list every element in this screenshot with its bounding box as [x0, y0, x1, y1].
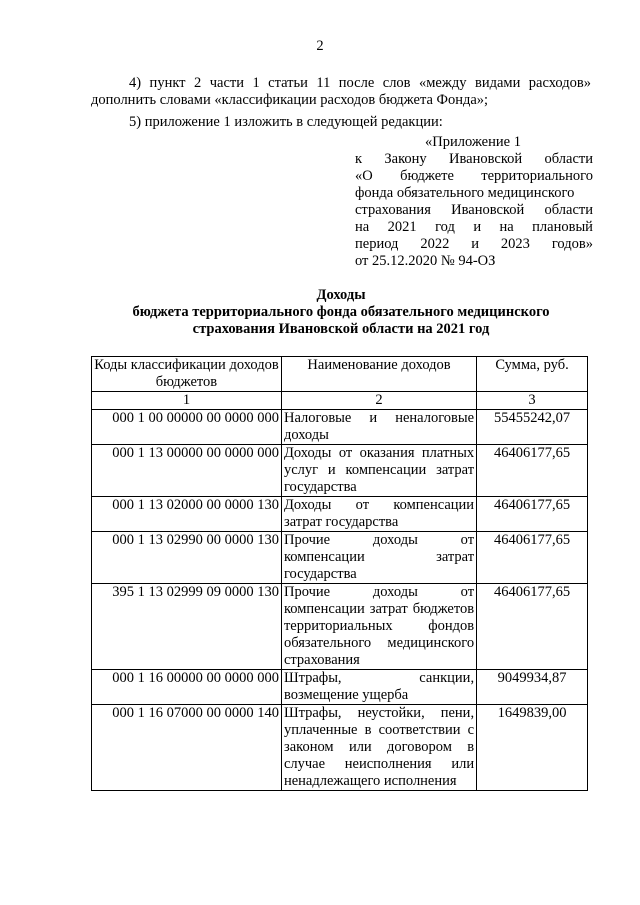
- appendix-word: бюджете: [400, 168, 454, 184]
- table-row: [92, 705, 588, 791]
- column-number-1: 1: [92, 392, 282, 410]
- income-code: 395 1 13 02999 09 0000 130: [92, 584, 282, 670]
- appendix-line: [355, 168, 593, 185]
- paragraph-item-4: 4) пункт 2 части 1 статьи 11 после слов «между видами расходов» дополнить словами «классификации расходов бюджета Фонда»;: [91, 75, 591, 108]
- appendix-word: и: [473, 219, 482, 235]
- income-sum: 1649839,00: [477, 705, 588, 791]
- income-code: 000 1 13 02990 00 0000 130: [92, 532, 282, 584]
- income-name: Налоговые и неналоговые доходы: [281, 410, 476, 445]
- income-sum: 46406177,65: [477, 497, 588, 532]
- income-sum: 46406177,65: [477, 584, 588, 670]
- appendix-line: [355, 185, 593, 202]
- appendix-reference: [355, 134, 593, 270]
- page-number: 2: [316, 38, 324, 54]
- appendix-word: Закону: [384, 151, 427, 167]
- appendix-word: плановый: [532, 219, 593, 235]
- document-title: [91, 287, 591, 338]
- income-table: [91, 356, 588, 791]
- column-number-3: 3: [477, 392, 588, 410]
- header-sum: Сумма, руб.: [477, 357, 588, 392]
- appendix-lines: [355, 151, 593, 270]
- appendix-line: [355, 219, 593, 236]
- appendix-word: страхования: [355, 202, 431, 218]
- income-sum: 46406177,65: [477, 532, 588, 584]
- appendix-word: и: [471, 236, 479, 252]
- table-row: [92, 445, 588, 497]
- table-column-numbers-row: [92, 392, 588, 410]
- appendix-line: [355, 253, 593, 270]
- appendix-word: 2022: [420, 236, 450, 252]
- appendix-word: годов»: [551, 236, 593, 252]
- appendix-word: на: [355, 219, 370, 235]
- income-name: Прочие доходы от компенсации затрат государства: [281, 532, 476, 584]
- appendix-word: области: [544, 151, 593, 167]
- income-sum: 55455242,07: [477, 410, 588, 445]
- column-number-2: 2: [281, 392, 476, 410]
- appendix-head: «Приложение 1: [425, 134, 521, 150]
- table-row: [92, 532, 588, 584]
- appendix-word: на: [499, 219, 514, 235]
- table-header-row: [92, 357, 588, 392]
- income-code: 000 1 16 07000 00 0000 140: [92, 705, 282, 791]
- title-line-3: страхования Ивановской области на 2021 год: [192, 321, 490, 337]
- appendix-word: Ивановской: [449, 151, 523, 167]
- header-name: Наименование доходов: [281, 357, 476, 392]
- income-name: Штрафы, неустойки, пени, уплаченные в соответствии с законом или договором в случае неисполнения или ненадлежащего исполнения: [281, 705, 476, 791]
- income-code: 000 1 00 00000 00 0000 000: [92, 410, 282, 445]
- appendix-word: год: [435, 219, 455, 235]
- income-code: 000 1 16 00000 00 0000 000: [92, 670, 282, 705]
- income-code: 000 1 13 00000 00 0000 000: [92, 445, 282, 497]
- income-sum: 9049934,87: [477, 670, 588, 705]
- paragraph-item-5: 5) приложение 1 изложить в следующей редакции:: [129, 114, 443, 130]
- appendix-word: фонда обязательного медицинского: [355, 185, 575, 201]
- title-line-1: Доходы: [316, 287, 366, 303]
- table-row: [92, 497, 588, 532]
- income-name: Доходы от компенсации затрат государства: [281, 497, 476, 532]
- table-row: [92, 410, 588, 445]
- appendix-word: области: [544, 202, 593, 218]
- appendix-word: от 25.12.2020 № 94-ОЗ: [355, 253, 496, 269]
- appendix-line: [355, 151, 593, 168]
- appendix-line: [355, 202, 593, 219]
- header-codes: Коды классификации доходов бюджетов: [92, 357, 282, 392]
- title-line-2: бюджета территориального фонда обязательного медицинского: [132, 304, 550, 320]
- appendix-word: период: [355, 236, 399, 252]
- appendix-word: к: [355, 151, 363, 167]
- income-name: Прочие доходы от компенсации затрат бюджетов территориальных фондов обязательного медицинского страхования: [281, 584, 476, 670]
- appendix-word: территориального: [481, 168, 593, 184]
- appendix-word: «О: [355, 168, 373, 184]
- table-row: [92, 584, 588, 670]
- appendix-line: [355, 236, 593, 253]
- appendix-word: 2021: [387, 219, 417, 235]
- income-name: Доходы от оказания платных услуг и компенсации затрат государства: [281, 445, 476, 497]
- appendix-word: 2023: [500, 236, 530, 252]
- income-sum: 46406177,65: [477, 445, 588, 497]
- income-code: 000 1 13 02000 00 0000 130: [92, 497, 282, 532]
- appendix-word: Ивановской: [451, 202, 525, 218]
- table-row: [92, 670, 588, 705]
- income-name: Штрафы, санкции, возмещение ущерба: [281, 670, 476, 705]
